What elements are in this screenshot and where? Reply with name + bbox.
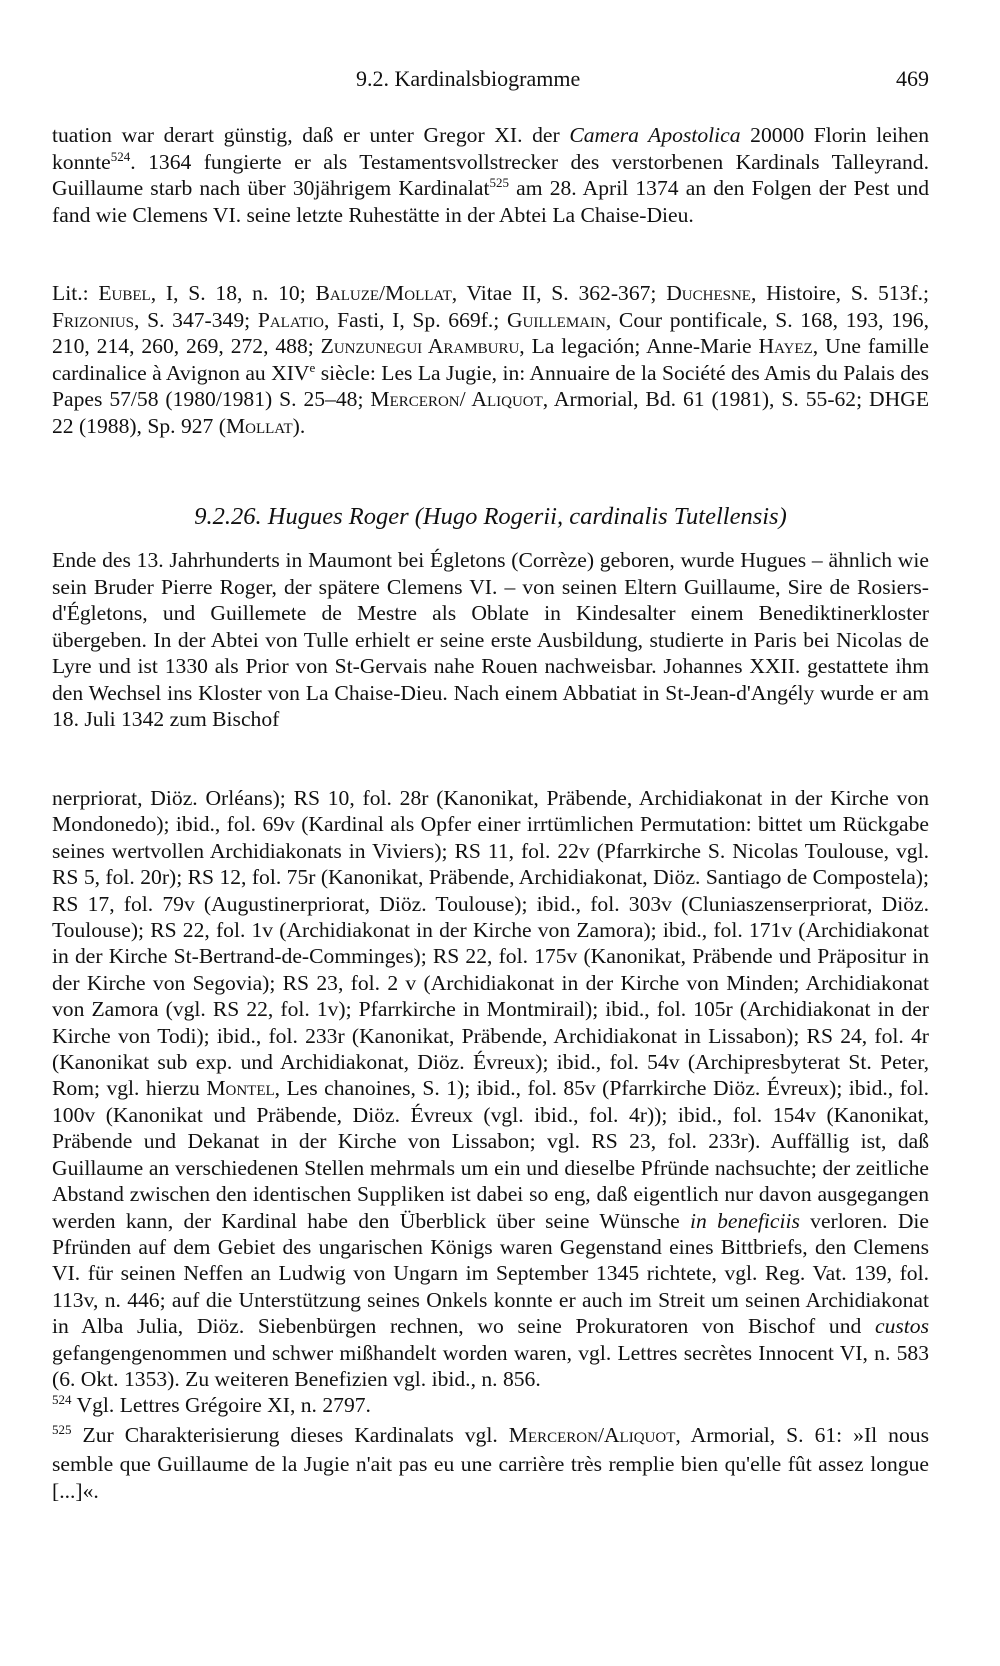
author-name: Palatio (257, 307, 324, 332)
author-name: Merceron/Aliquot (508, 1422, 676, 1447)
text: , Armorial, S. 61: »Il nous semble que Guillaume de la Jugie n'ait pas eu une carrière très remplie bien qu'elle fût assez longue [...]«. (52, 1422, 929, 1503)
text: , Histoire, S. 513f.; (750, 281, 929, 305)
italic-term: custos (875, 1314, 929, 1339)
chapter-title: 9.2. Kardinalsbiogramme (356, 66, 581, 91)
text: ). (292, 413, 306, 438)
section-heading: 9.2.26. Hugues Roger (Hugo Rogerii, cardinalis Tutellensis) (194, 503, 787, 530)
literature-list (52, 280, 929, 439)
text: , Armorial, Bd. 61 (1981), S. 55-62; DHGE 22 (1988), Sp. 927 ( (52, 387, 930, 438)
footnote-524 (52, 1392, 929, 1421)
text: , S. 347-349; (134, 307, 258, 332)
italic-term: Camera Apostolica (569, 123, 741, 147)
footnote-ref-524[interactable]: 524 (110, 148, 131, 164)
text: . 1364 fungierte er als Testamentsvollstrecker des verstorbenen Kardinals Talleyrand. Guillaume starb nach über 30jährigem Kardinalat (52, 149, 929, 200)
footnote-525 (52, 1422, 929, 1504)
text: Ende des 13. Jahrhunderts in Maumont bei Égletons (Corrèze) geboren, wurde Hugues – ähnlich wie sein Bruder Pierre Roger, der spätere Clemens VI. – von seinen Eltern Guillaume, Sire de Rosiers-d'Égletons, und Guillemete de Mestre als Oblate in Kindesalter einem Benediktinerkloster übergeben. In der Abtei von Tulle erhielt er seine erste Ausbildung, studierte in Paris bei Nicolas de Lyre und ist 1330 als Prior von St-Gervais nahe Rouen nachweisbar. Johannes XXII. gestattete ihm den Wechsel ins Kloster von La Chaise-Dieu. Nach einem Abbatiat in St-Jean-d'Angély wurde er am 18. Juli 1342 zum Bischof (52, 548, 929, 731)
italic-term: in beneficiis (690, 1208, 800, 1233)
footnotes (52, 785, 929, 1504)
footnote-number: 525 (52, 1421, 72, 1437)
biography-paragraph (52, 547, 929, 733)
text: , Fasti, I, Sp. 669f.; (324, 307, 507, 332)
text: , Cour pontificale, S. 168, 193, 196, 210, 214, 260, 269, 272, 488; (52, 307, 929, 358)
author-name: Guillemain (506, 307, 606, 332)
footnote-number: 524 (52, 1392, 72, 1408)
text: verloren. Die Pfründen auf dem Gebiet des ungarischen Königs waren Gegenstand eines Bittbriefs, den Clemens VI. für seinen Neffen an Ludwig von Ungarn im September 1345 richtete, vgl. Reg. Vat. 139, fol. 113v, n. 446; auf die Unterstützung seines Onkels konnte er auch im Streit um seinen Archidiakonat in Alba Julia, Diöz. Siebenbürgen rechnen, wo seine Prokuratoren von Bischof und (52, 1208, 929, 1339)
text: nerpriorat, Diöz. Orléans); RS 10, fol. 28r (Kanonikat, Präbende, Archidiakonat in der Kirche von Mondonedo); ibid., fol. 69v (Kardinal als Opfer einer irrtümlichen Permutation: bittet um Rückgabe seines wertvollen Archidiakonats in Viviers); RS 11, fol. 22v (Pfarrkirche S. Nicolas Toulouse, vgl. RS 5, fol. 20r); RS 12, fol. 75r (Kanonikat, Präbende, Archidiakonat, Diöz. Santiago de Compostela); RS 17, fol. 79v (Augustinerpriorat, Diöz. Toulouse); ibid., fol. 303v (Cluniaszenserpriorat, Diöz. Toulouse); RS 22, fol. 1v (Archidiakonat in der Kirche von Zamora); ibid., fol. 171v (Archidiakonat in der Kirche St-Bertrand-de-Comminges); RS 22, fol. 175v (Kanonikat, Präbende und Präpositur in der Kirche von Segovia); RS 23, fol. 2 v (Archidiakonat in der Kirche von Minden; Archidiakonat von Zamora (vgl. RS 22, fol. 1v); Pfarrkirche in Montmirail); ibid., fol. 105r (Archidiakonat in der Kirche von Todi); ibid., fol. 233r (Kanonikat, Präbende, Archidiakonat in Lissabon); RS 24, fol. 4r (Kanonikat sub exp. und Archidiakonat, Diöz. Évreux); ibid., fol. 54v (Archipresbyterat St. Peter, Rom; vgl. hierzu (52, 786, 929, 1101)
text: Zur Charakterisierung dieses Kardinalats vgl. (71, 1422, 509, 1447)
author-name: Eubel (98, 281, 151, 305)
superscript: e (309, 359, 316, 375)
text: gefangengenommen und schwer mißhandelt worden waren, vgl. Lettres secrètes Innocent VI, n. 583 (6. Okt. 1353). Zu weiteren Benefizien vgl. ibid., n. 856. (52, 1340, 929, 1391)
author-name: Duchesne (666, 281, 751, 305)
author-name: Frizonius (52, 307, 135, 332)
text: Lit.: (52, 281, 99, 305)
paragraph-continued (52, 122, 929, 228)
text: Vgl. Lettres Grégoire XI, n. 2797. (71, 1393, 371, 1418)
author-name: Mollat (225, 413, 293, 438)
text: , I, S. 18, n. 10; (150, 281, 316, 305)
text: siècle: Les La Jugie, in: Annuaire de la Société des Amis du Palais des Papes 57/58 (1980/1981) S. 25–48; (52, 360, 929, 411)
text: 20000 Florin leihen konnte (52, 123, 929, 174)
author-name: Hayez (758, 334, 813, 358)
text: , Une famille cardinalice à Avignon au XIV (52, 334, 929, 385)
author-name: Zunzunegui Aramburu (320, 334, 520, 358)
text: , Vitae II, S. 362-367; (451, 281, 667, 305)
text: , Les chanoines, S. 1); ibid., fol. 85v (Pfarrkirche Diöz. Évreux); ibid., fol. 100v (Kanonikat und Präbende, Diöz. Évreux (vgl. ibid., fol. 4r)); ibid., fol. 154v (Kanonikat, Präbende und Dekanat in der Kirche von Lissabon; vgl. RS 23, fol. 233r). Auffällig ist, daß Guillaume an verschiedenen Stellen mehrmals um ein und dieselbe Pfründe nachsuchte; der zeitliche Abstand zwischen den identischen Suppliken ist dabei so eng, daß eigentlich nur davon ausgegangen werden kann, der Kardinal habe den Überblick über seine Wünsche (52, 1076, 929, 1233)
author-name: Montel (206, 1076, 275, 1101)
page-number: 469 (896, 66, 929, 91)
text: am 28. April 1374 an den Folgen der Pest und fand wie Clemens VI. seine letzte Ruhestätte in der Abtei La Chaise-Dieu. (52, 176, 929, 227)
text: , La legación; Anne-Marie (519, 334, 759, 358)
text: tuation war derart günstig, daß er unter Gregor XI. der (52, 123, 570, 147)
author-name: Merceron/ Aliquot (370, 387, 543, 411)
running-head (52, 66, 929, 96)
footnote-ref-525[interactable]: 525 (489, 175, 509, 190)
author-name: Baluze/Mollat (315, 281, 452, 305)
